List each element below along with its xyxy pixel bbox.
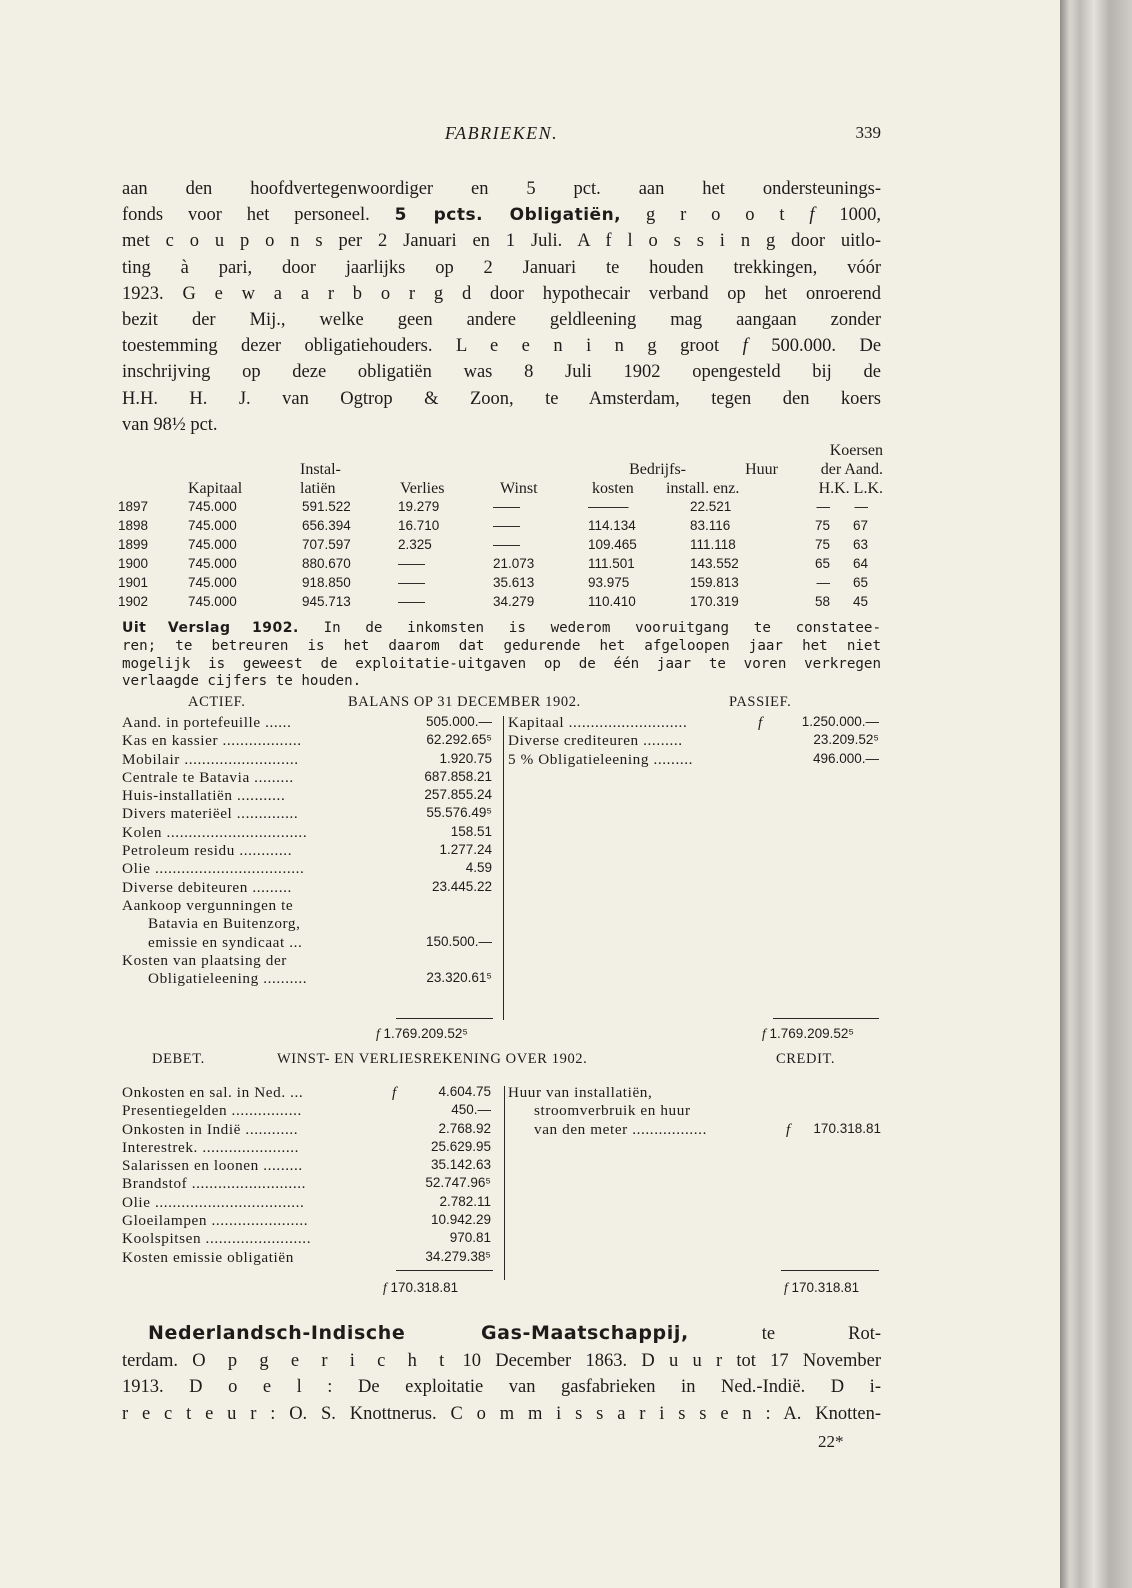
table-cell-huur: 143.552 [690, 556, 739, 571]
ledger-amount: 450.— [451, 1102, 491, 1118]
ledger-label: Obligatieleening .......... [148, 970, 308, 988]
text-line: terdam. O p g e r i c h t 10 December 1863. D u u r tot 17 November [122, 1350, 882, 1371]
ledger-label: Centrale te Batavia ......... [122, 768, 294, 786]
ledger-label: Kosten emissie obligatiën [122, 1248, 294, 1266]
ledger-label: Olie .................................. [122, 860, 305, 878]
table-cell-year: 1897 [118, 499, 149, 514]
currency-sign: f [392, 1084, 397, 1101]
text-line: Nederlandsch-Indische Gas-Maatschappij, te Rot- [148, 1322, 882, 1344]
intro-paragraph [122, 176, 881, 438]
table-cell-installatien: 656.394 [302, 518, 351, 533]
pl-credit-title: CREDIT. [776, 1051, 836, 1067]
ledger-label: Aankoop vergunningen te [122, 896, 294, 914]
text-line: fonds voor het personeel. 5 pcts. Obligatiën, g r o o t f 1000, [122, 205, 882, 226]
header-kosten: kosten [592, 480, 634, 497]
ledger-row [122, 934, 492, 952]
table-header-row [118, 480, 883, 499]
table-cell-winst: 35.613 [493, 575, 535, 590]
ledger-amount: 4.59 [465, 860, 492, 876]
ledger-row [122, 1212, 491, 1230]
pl-credit-list [508, 1084, 881, 1139]
ledger-row [122, 952, 492, 970]
table-cell-lk: 63 [852, 537, 868, 552]
ledger-amount: 23.320.61⁵ [426, 970, 492, 986]
table-cell-installatien: 918.850 [302, 575, 351, 590]
pl-title: WINST- EN VERLIESREKENING OVER 1902. [277, 1051, 588, 1067]
table-cell-verlies: —— [398, 556, 425, 571]
pl-divider [504, 1086, 505, 1280]
text-line: H.H. H. J. van Ogtrop & Zoon, te Amsterdam, tegen den koers [122, 388, 881, 409]
balance-actief-title: ACTIEF. [188, 694, 246, 710]
table-cell-lk: 64 [852, 556, 868, 571]
ledger-row [508, 1102, 881, 1120]
ledger-amount: 35.142.63 [430, 1157, 491, 1173]
table-cell-huur: 159.813 [690, 575, 739, 590]
ledger-row [122, 1102, 491, 1120]
table-cell-installatien: 591.522 [302, 499, 351, 514]
page-number: 339 [855, 123, 881, 142]
table-cell-huur: 22.521 [690, 499, 732, 514]
pl-debet-title: DEBET. [152, 1051, 205, 1067]
table-row [118, 499, 883, 518]
text-line: ren; te betreuren is het daarom dat gedurende het afgeloopen jaar het niet [122, 637, 881, 654]
text-line: Uit Verslag 1902. In de inkomsten is wederom vooruitgang te constatee- [122, 620, 881, 636]
table-cell-hk: 58 [814, 594, 830, 609]
table-cell-verlies: 19.279 [398, 499, 440, 514]
ledger-label: 5 % Obligatieleening ......... [508, 750, 694, 768]
ledger-row [508, 1121, 881, 1139]
table-cell-winst: —— [493, 499, 520, 514]
table-cell-lk: 67 [852, 518, 868, 533]
table-cell-kapitaal: 745.000 [188, 575, 237, 590]
text-line: r e c t e u r : O. S. Knottnerus. C o m m i s s a r i s s e n : A. Knotten- [122, 1403, 882, 1424]
balance-title: BALANS OP 31 DECEMBER 1902. [348, 694, 581, 710]
ledger-row [122, 1194, 491, 1212]
text-line: bezit der Mij., welke geen andere geldleening mag aangaan zonder [122, 310, 881, 331]
ledger-label: Brandstof .......................... [122, 1175, 307, 1193]
ledger-label: emissie en syndicaat ... [148, 933, 303, 951]
ledger-label: Interestrek. ...................... [122, 1138, 300, 1156]
ledger-row [122, 842, 492, 860]
table-cell-verlies: —— [398, 575, 425, 590]
ledger-amount: 158.51 [450, 823, 492, 839]
ledger-label: Diverse debiteuren ......... [122, 878, 292, 896]
table-row [118, 594, 883, 613]
ledger-row [122, 805, 492, 823]
ledger-label: Divers materiëel .............. [122, 805, 299, 823]
ledger-amount: 23.209.52⁵ [813, 732, 879, 748]
ledger-label: Koolspitsen ........................ [122, 1230, 312, 1248]
text-line: 1913. D o e l : De exploitatie van gasfabrieken in Ned.-Indië. D i- [122, 1377, 881, 1397]
ledger-label: van den meter ................. [534, 1120, 707, 1138]
table-cell-hk: 75 [814, 537, 830, 552]
statistics-rows [118, 499, 883, 613]
balance-total-rule-right [773, 1018, 879, 1019]
ledger-row [122, 1157, 491, 1175]
ledger-amount: 687.858.21 [424, 768, 492, 784]
text-line: mogelijk is geweest de exploitatie-uitgaven op de één jaar te voren verkregen [122, 655, 881, 672]
ledger-label: Olie .................................. [122, 1193, 305, 1211]
table-cell-kosten: 93.975 [588, 575, 630, 590]
ledger-row [122, 860, 492, 878]
ledger-label: Kosten van plaatsing der [122, 951, 287, 969]
ledger-amount: 34.279.38⁵ [425, 1248, 491, 1264]
statistics-table [118, 442, 883, 613]
table-cell-kapitaal: 745.000 [188, 518, 237, 533]
table-cell-verlies: 16.710 [398, 518, 440, 533]
ledger-row [122, 751, 492, 769]
ledger-row [122, 769, 492, 787]
balance-total-right: f 1.769.209.52⁵ [762, 1026, 854, 1041]
table-cell-year: 1900 [118, 556, 149, 571]
ledger-label: Onkosten en sal. in Ned. ... [122, 1084, 304, 1101]
text-line: verlaagde cijfers te houden. [122, 673, 362, 690]
header-hk-lk: H.K. L.K. [818, 480, 883, 497]
balance-passief-title: PASSIEF. [729, 694, 792, 710]
table-row [118, 518, 883, 537]
table-cell-winst: —— [493, 537, 520, 552]
ledger-label: Presentiegelden ................ [122, 1102, 302, 1120]
ledger-amount: 2.782.11 [439, 1193, 491, 1209]
table-row [118, 575, 883, 594]
ledger-amount: 4.604.75 [438, 1084, 491, 1099]
ledger-amount: 505.000.— [425, 714, 492, 729]
header-der-aand: der Aand. [820, 461, 883, 478]
table-cell-hk: — [816, 499, 830, 514]
balance-divider [503, 716, 504, 1020]
ledger-label: Huur van installatiën, [508, 1084, 653, 1101]
table-cell-kosten: 110.410 [588, 594, 636, 609]
ledger-row [122, 1139, 491, 1157]
report-heading: Uit Verslag 1902. [122, 620, 299, 636]
ledger-amount: 496.000.— [812, 750, 879, 766]
ledger-amount: 10.942.29 [430, 1212, 491, 1228]
table-cell-lk: — [854, 499, 868, 514]
pl-total-right: f 170.318.81 [784, 1280, 860, 1295]
ledger-amount: 150.500.— [425, 933, 492, 949]
table-row [118, 556, 883, 575]
ledger-amount: 1.250.000.— [801, 714, 879, 729]
pl-total-left: f 170.318.81 [383, 1280, 459, 1295]
table-cell-winst: —— [493, 518, 520, 533]
table-cell-kosten: 109.465 [588, 537, 637, 552]
ledger-row [508, 714, 879, 732]
table-cell-kapitaal: 745.000 [188, 537, 237, 552]
running-head: FABRIEKEN. [444, 123, 559, 143]
table-cell-kapitaal: 745.000 [188, 594, 237, 609]
header-verlies: Verlies [400, 480, 445, 497]
balance-passief-list [508, 714, 879, 769]
table-cell-huur: 170.319 [690, 594, 739, 609]
page-header [122, 123, 881, 149]
ledger-label: Mobilair .......................... [122, 750, 299, 768]
page-edge [1060, 0, 1132, 1588]
header-huur: Huur [745, 461, 778, 478]
ledger-amount: 1.277.24 [439, 842, 492, 858]
ledger-row [122, 1084, 491, 1102]
text-line: ting à pari, door jaarlijks op 2 Januari te houden trekkingen, vóór [122, 257, 881, 278]
table-cell-installatien: 880.670 [302, 556, 351, 571]
pl-total-rule-right [781, 1270, 879, 1271]
ledger-label: Gloeilampen ...................... [122, 1212, 309, 1230]
ledger-amount: 257.855.24 [424, 787, 492, 803]
currency-sign: f [758, 714, 763, 731]
ledger-label: Salarissen en loonen ......... [122, 1157, 303, 1175]
table-cell-installatien: 707.597 [302, 537, 351, 552]
table-cell-huur: 83.116 [690, 518, 731, 533]
header-install-enz: install. enz. [666, 480, 740, 497]
ledger-row [122, 732, 492, 750]
table-cell-hk: 65 [814, 556, 830, 571]
company-entry [122, 1320, 882, 1427]
ledger-row [122, 879, 492, 897]
text-line: met c o u p o n s per 2 Januari en 1 Juli. A f l o s s i n g door uitlo- [122, 231, 881, 252]
ledger-amount: 25.629.95 [430, 1138, 491, 1154]
currency-sign: f [786, 1120, 791, 1138]
signature-mark: 22* [818, 1432, 844, 1451]
ledger-label: Batavia en Buitenzorg, [148, 915, 301, 933]
ledger-row [122, 1230, 491, 1248]
ledger-amount: 970.81 [449, 1230, 491, 1246]
ledger-label: Kapitaal ........................... [508, 714, 688, 731]
ledger-amount: 62.292.65⁵ [426, 732, 492, 748]
text-line: inschrijving op deze obligatiën was 8 Juli 1902 opengesteld bij de [122, 362, 881, 383]
ledger-row [122, 970, 492, 988]
ledger-amount: 55.576.49⁵ [426, 805, 492, 821]
ledger-row [122, 897, 492, 915]
ledger-label: Petroleum residu ............ [122, 842, 293, 860]
table-cell-hk: — [816, 575, 830, 590]
ledger-row [122, 714, 492, 732]
ledger-row [122, 1249, 491, 1267]
annual-report-excerpt [122, 620, 881, 691]
table-cell-lk: 45 [852, 594, 868, 609]
ledger-label: Aand. in portefeuille ...... [122, 714, 292, 731]
ledger-label: Kas en kassier .................. [122, 732, 302, 750]
ledger-label: Kolen ................................ [122, 823, 308, 841]
ledger-row [122, 1175, 491, 1193]
text-line: toestemming dezer obligatiehouders. L e e n i n g groot f 500.000. De [122, 336, 882, 357]
table-cell-kosten: ——— [588, 499, 629, 514]
ledger-label: Onkosten in Indië ............ [122, 1120, 299, 1138]
ledger-row [508, 1084, 881, 1102]
ledger-label: Huis-installatiën ........... [122, 787, 286, 805]
ledger-row [122, 787, 492, 805]
bond-heading: 5 pcts. Obligatiën, [394, 205, 622, 226]
balance-total-left: f 1.769.209.52⁵ [376, 1026, 468, 1041]
ledger-row [122, 1121, 491, 1139]
table-cell-year: 1902 [118, 594, 149, 609]
table-cell-year: 1899 [118, 537, 149, 552]
ledger-amount: 2.768.92 [438, 1120, 491, 1136]
ledger-row [508, 732, 879, 750]
table-cell-kosten: 114.134 [588, 518, 636, 533]
text-line: aan den hoofdvertegenwoordiger en 5 pct. aan het ondersteunings- [122, 179, 881, 199]
table-row [118, 537, 883, 556]
header-latien: latiën [300, 480, 336, 497]
ledger-row [122, 824, 492, 842]
ledger-amount: 52.747.96⁵ [425, 1175, 491, 1191]
table-cell-verlies: —— [398, 594, 425, 609]
header-koersen: Koersen [829, 442, 883, 459]
ledger-row [508, 751, 879, 769]
table-header-row [118, 461, 883, 480]
header-instal: Instal- [300, 461, 341, 478]
ledger-amount: 1.920.75 [439, 750, 492, 766]
table-cell-year: 1898 [118, 518, 149, 533]
table-header-row [118, 442, 883, 461]
text-line: 1923. G e w a a r b o r g d door hypothecair verband op het onroerend [122, 283, 881, 304]
table-cell-installatien: 945.713 [302, 594, 351, 609]
header-winst: Winst [500, 480, 538, 497]
table-cell-kosten: 111.501 [588, 556, 635, 571]
company-name: Nederlandsch-Indische Gas-Maatschappij, [148, 1322, 689, 1344]
table-cell-kapitaal: 745.000 [188, 556, 237, 571]
balance-actief-list [122, 714, 492, 988]
table-cell-kapitaal: 745.000 [188, 499, 237, 514]
ledger-row [122, 915, 492, 933]
header-bedrijfs: Bedrijfs- [629, 461, 686, 478]
pl-total-rule-left [396, 1270, 493, 1271]
ledger-label: Diverse crediteuren ......... [508, 732, 683, 750]
ledger-amount: 23.445.22 [431, 878, 492, 894]
table-cell-winst: 21.073 [493, 556, 535, 571]
header-kapitaal: Kapitaal [188, 480, 243, 497]
table-cell-year: 1901 [118, 575, 149, 590]
table-cell-verlies: 2.325 [398, 537, 432, 552]
ledger-amount: 170.318.81 [813, 1120, 881, 1136]
table-cell-lk: 65 [852, 575, 868, 590]
balance-total-rule-left [396, 1018, 493, 1019]
text-line: van 98½ pct. [122, 414, 218, 435]
table-cell-hk: 75 [814, 518, 830, 533]
pl-debet-list [122, 1084, 491, 1267]
ledger-label: stroomverbruik en huur [534, 1102, 691, 1120]
table-cell-huur: 111.118 [690, 537, 736, 552]
table-cell-winst: 34.279 [493, 594, 535, 609]
